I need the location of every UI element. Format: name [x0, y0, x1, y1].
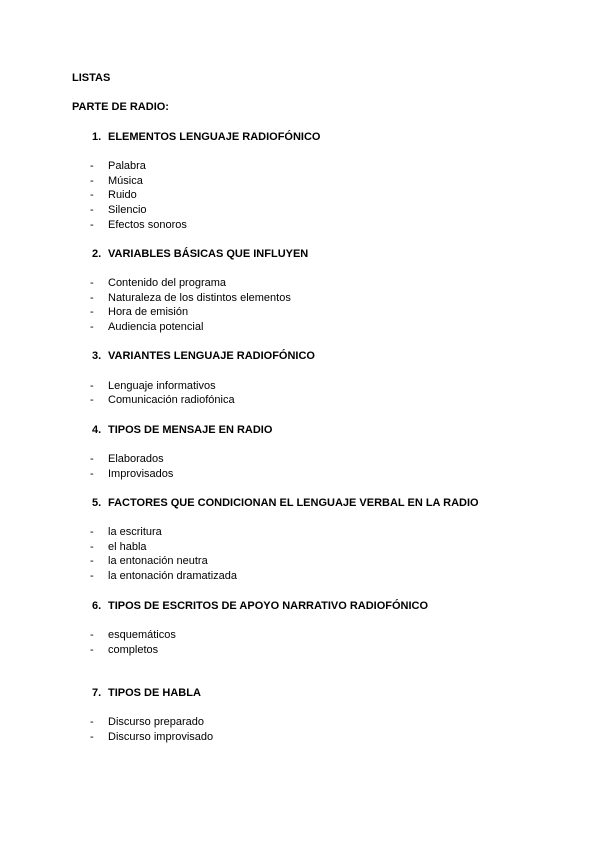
list-item: - completos [90, 644, 159, 656]
section-heading: FACTORES QUE CONDICIONAN EL LENGUAJE VERBAL EN LA RADIO [108, 497, 479, 509]
list-item: - Efectos sonoros [90, 219, 187, 231]
list-item: - esquemáticos [90, 629, 176, 641]
section-1-title [92, 131, 320, 144]
list-item: - la entonación neutra [90, 555, 208, 567]
section-heading: TIPOS DE MENSAJE EN RADIO [108, 424, 273, 436]
list-item: - Comunicación radiofónica [90, 394, 235, 406]
list-item: - Elaborados [90, 453, 164, 465]
list-item: - Palabra [90, 160, 146, 172]
list-item: - Lenguaje informativos [90, 380, 216, 392]
section-number: 5. [92, 497, 102, 509]
list-item: - la entonación dramatizada [90, 570, 238, 582]
section-4-title [92, 424, 272, 437]
list-item: - la escritura [90, 526, 162, 538]
list-item: - Improvisados [90, 468, 174, 480]
section-number: 1. [92, 131, 102, 143]
section-number: 7. [92, 687, 102, 699]
section-3-title [92, 350, 315, 363]
list-item: - Audiencia potencial [90, 321, 204, 333]
section-7-title [92, 687, 201, 700]
list-item: - Contenido del programa [90, 277, 227, 289]
section-heading: VARIABLES BÁSICAS QUE INFLUYEN [108, 248, 309, 260]
section-heading: TIPOS DE HABLA [108, 687, 201, 699]
list-item: - Silencio [90, 204, 147, 216]
list-item: - Hora de emisión [90, 306, 189, 318]
list-item: - Discurso improvisado [90, 731, 214, 743]
document-title: LISTAS [72, 72, 111, 84]
section-5-title [92, 497, 479, 510]
list-item: - Discurso preparado [90, 716, 204, 728]
section-heading: ELEMENTOS LENGUAJE RADIOFÓNICO [108, 131, 321, 143]
section-heading: VARIANTES LENGUAJE RADIOFÓNICO [108, 350, 315, 362]
list-item: - el habla [90, 541, 147, 553]
list-item: - Música [90, 175, 143, 187]
section-heading: TIPOS DE ESCRITOS DE APOYO NARRATIVO RADIOFÓNICO [108, 600, 429, 612]
section-6-title [92, 600, 428, 613]
section-2-title [92, 248, 308, 261]
list-item: - Naturaleza de los distintos elementos [90, 292, 291, 304]
section-number: 4. [92, 424, 102, 436]
section-number: 6. [92, 600, 102, 612]
section-number: 2. [92, 248, 102, 260]
document-subtitle: PARTE DE RADIO: [72, 101, 169, 113]
section-number: 3. [92, 350, 102, 362]
list-item: - Ruido [90, 189, 137, 201]
